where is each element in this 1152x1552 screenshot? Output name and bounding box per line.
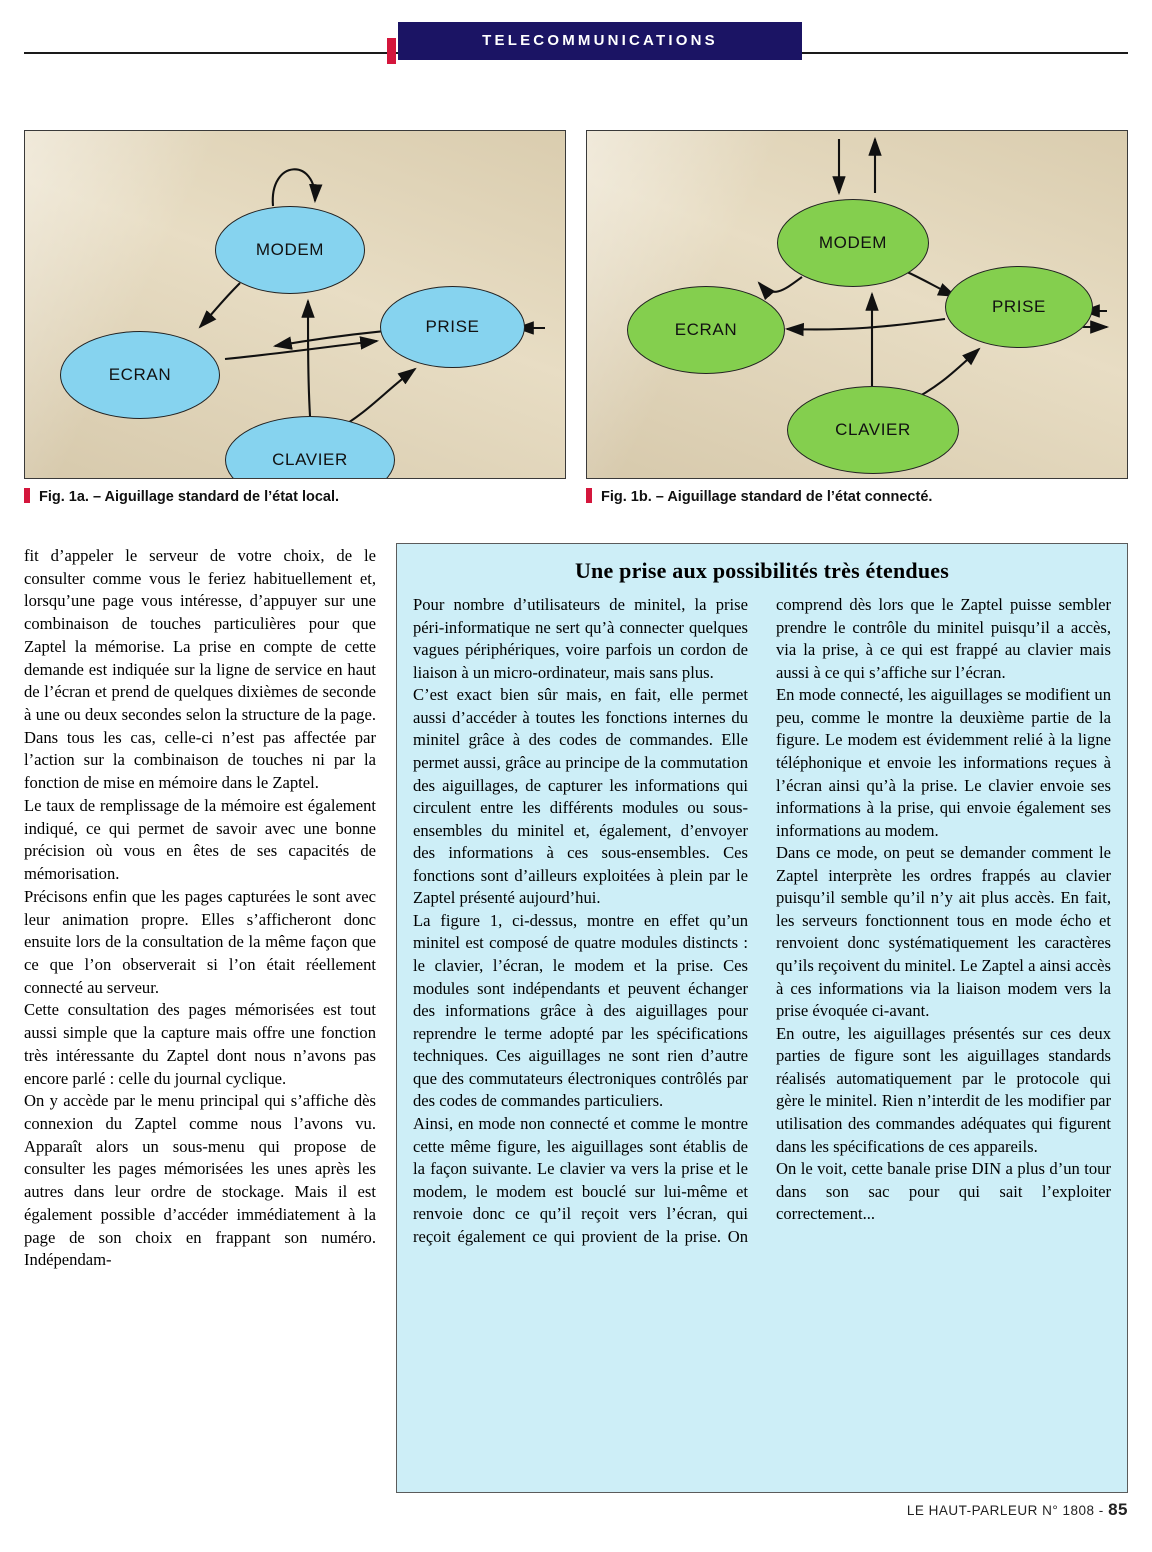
node-label: CLAVIER — [835, 420, 911, 439]
node-label: PRISE — [991, 297, 1047, 316]
node-label: CLAVIER — [272, 450, 348, 469]
page-footer — [24, 1500, 1128, 1520]
node-label: ECRAN — [674, 320, 738, 339]
figure-1a-node-ecran — [60, 331, 220, 419]
figure-1b-caption-text: Fig. 1b. – Aiguillage standard de l’état connecté. — [601, 489, 933, 505]
sidebar-body — [413, 594, 1111, 1248]
node-label: MODEM — [255, 240, 325, 259]
sidebar-panel — [396, 543, 1128, 1493]
figure-1a-caption — [24, 488, 339, 510]
footer-publication: LE HAUT-PARLEUR N° 1808 - — [906, 1503, 1104, 1518]
figure-1b-node-modem — [777, 199, 929, 287]
sidebar-title: Une prise aux possibilités très étendues — [574, 558, 950, 583]
footer-page-number: 85 — [1108, 1500, 1128, 1519]
figure-1b — [586, 130, 1128, 479]
main-article-text: fit d’appeler le serveur de votre choix, de le consulter comme vous le feriez habituellement et, lorsqu’une page vous intéresse, d’appuyer sur une combinaison de touches particulières pour que Zaptel la mémorise. La prise en compte de cette demande est indiquée sur la ligne de service en haut de l’écran et prend de quelques dixièmes de seconde à une ou deux secondes selon la structure de la page. Dans tous les cas, celle-ci n’est pas affectée par l’action sur la combinaison de touches ni par la fonction de mise en mémoire dans le Zaptel. Le taux de remplissage de la mémoire est également indiqué, ce qui permet de savoir avec une bonne précision où vous en êtes de ses capacités de mémorisation. Précisons enfin que les pages capturées le sont avec leur animation propre. Elles s’afficheront donc ensuite lors de la consultation de la même façon que ce que l’on observerait si l’on était réellement connecté au serveur. Cette consultation des pages mémorisées est tout aussi simple que la capture mais offre une fonction très intéressante du Zaptel dont nous n’avons pas encore parlé : celle du journal cyclique. On y accède par le menu principal qui s’affiche dès connexion du Zaptel comme nous l’avons vu. Apparaît alors un sous-menu qui propose de consulter les pages mémorisées les unes après les autres dans leur ordre de stockage. Mais il est également possible d’accéder immédiatement à la page de son choix en frappant son numéro. Indépendam- — [24, 546, 376, 1270]
caption-accent-tick — [586, 488, 592, 503]
figure-1a-caption-text: Fig. 1a. – Aiguillage standard de l’état local. — [39, 489, 340, 505]
node-label: PRISE — [425, 317, 480, 336]
figure-1a — [24, 130, 566, 479]
figure-1b-caption — [586, 488, 932, 510]
figure-group — [24, 130, 1128, 520]
node-label: ECRAN — [108, 365, 172, 384]
main-article-column — [24, 545, 376, 1272]
section-title-band — [398, 22, 802, 60]
figure-1a-node-prise — [380, 286, 525, 368]
header-accent-tick — [387, 38, 396, 64]
figure-1a-node-modem — [215, 206, 365, 294]
page-header — [24, 14, 1128, 60]
sidebar-text: Pour nombre d’utilisateurs de minitel, la prise péri-informatique ne sert qu’à connecter quelques vagues périphériques, voire parfois un cordon de liaison à un micro-ordinateur, mais sans plus. C’est exact bien sûr mais, en fait, elle permet aussi d’accéder à toutes les fonctions internes du minitel grâce à des codes de commandes. Elle permet aussi, grâce au principe de la commutation des aiguillages, de capturer les informations qui circulent entre les différents modules ou sous-ensembles du minitel et, également, d’envoyer des informations à ces sous-ensembles. Ces fonctions sont d’ailleurs exploitées à plein par le Zaptel présenté aujourd’hui. La figure 1, ci-dessus, montre en effet qu’un minitel est composé de quatre modules distincts : le clavier, l’écran, le modem et la prise. Ces modules sont indépendants et peuvent échanger des informations grâce à des aiguillages pour reprendre le terme adopté par les spécifications techniques. Ces aiguillages ne sont rien d’autre que des commutateurs électroniques contrôlés par des codes de commandes particuliers. Ainsi, en mode non connecté et comme le montre cette même figure, les aiguillages sont établis de la façon suivante. Le clavier va vers la prise et le modem, le modem est bouclé sur lui-même et renvoie donc ce qu’il reçoit vers l’écran, qui reçoit également ce qui provient de la prise. On comprend dès lors que le Zaptel puisse sembler prendre le contrôle du minitel puisqu’il a accès, via la prise, à ce qui est frappé au clavier mais aussi à ce qui s’affiche sur l’écran. En mode connecté, les aiguillages se modifient un peu, comme le montre la deuxième partie de la figure. Le modem est évidemment relié à la ligne téléphonique et envoie les informations reçues à l’écran ainsi qu’à la prise. Le clavier envoie ses informations à la prise, qui envoie également ses informations au modem. Dans ce mode, on peut se demander comment le Zaptel interprète les ordres frappés au clavier puisqu’il semble qu’il n’y ait plus accès. En fait, les serveurs fonctionnent tous en mode écho et renvoient donc systématiquement les caractères qu’ils reçoivent du minitel. Le Zaptel a ainsi accès à ces informations via la liaison modem vers la prise évoquée ci-avant. En outre, les aiguillages présentés sur ces deux parties de figure sont les aiguillages standards réalisés automatiquement par le protocole qui gère le minitel. Rien n’interdit de les modifier par utilisation des commandes adéquates qui figurent dans les spécifications de ces appareils. On le voit, cette banale prise DIN a plus d’un tour dans son sac pour qui sait l’exploiter correctement... — [413, 595, 1111, 1246]
caption-accent-tick — [24, 488, 30, 503]
section-title: TELECOMMUNICATIONS — [482, 32, 718, 49]
figure-1b-node-ecran — [627, 286, 785, 374]
figure-1b-node-clavier — [787, 386, 959, 474]
figure-1b-node-prise — [945, 266, 1093, 348]
node-label: MODEM — [818, 233, 888, 252]
